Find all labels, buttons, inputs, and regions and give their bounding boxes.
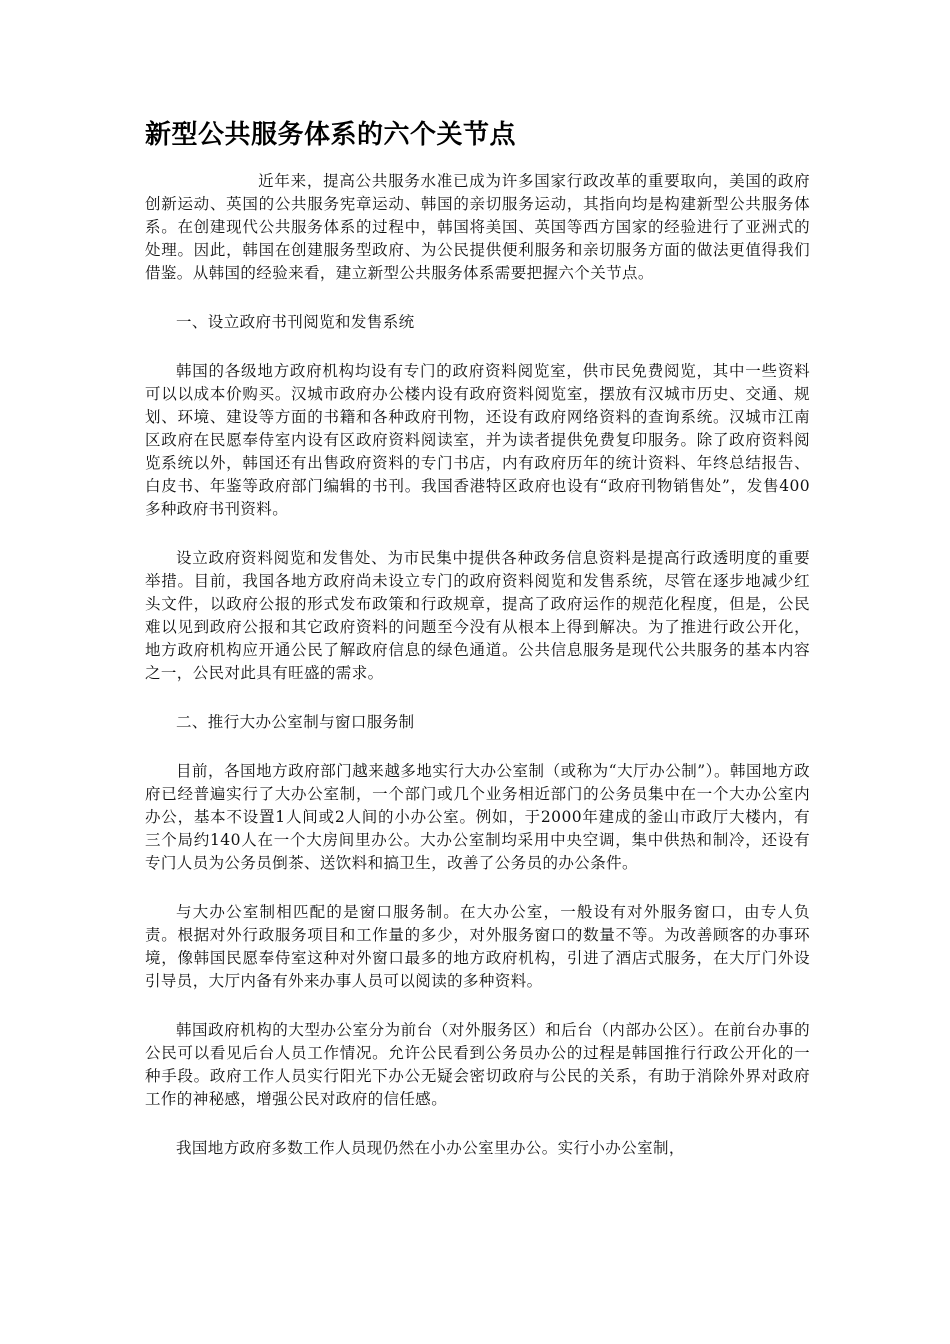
body-paragraph: 设立政府资料阅览和发售处、为市民集中提供各种政务信息资料是提高行政透明度的重要举措。目前，我国各地方政府尚未设立专门的政府资料阅览和发售系统，尽管在逐步地减少红头文件，以政府公报的形式发布政策和行政规章，提高了政府运作的规范化程度，但是，公民难以见到政府公报和其它政府资料的问题至今没有从根本上得到解决。为了推进行政公开化，地方政府机构应开通公民了解政府信息的绿色通道。公共信息服务是现代公共服务的基本内容之一，公民对此具有旺盛的需求。 (145, 549, 810, 682)
body-paragraph: 我国地方政府多数工作人员现仍然在小办公室里办公。实行小办公室制， (176, 1139, 685, 1157)
body-paragraph: 目前，各国地方政府部门越来越多地实行大办公室制（或称为“大厅办公制”）。韩国地方政府已经普遍实行了大办公室制，一个部门或几个业务相近部门的公务员集中在一个大办公室内办公，基本不设置1人间或2人间的小办公室。例如，于2000年建成的釜山市政厅大楼内，有三个局约140人在一个大房间里办公。大办公室制均采用中央空调，集中供热和制冷，还设有专门人员为公务员倒茶、送饮料和搞卫生，改善了公务员的办公条件。 (145, 762, 810, 872)
document-body (145, 170, 810, 1186)
document-title: 新型公共服务体系的六个关节点 (145, 120, 517, 150)
section-heading-1: 一、设立政府书刊阅览和发售系统 (176, 313, 415, 331)
body-paragraph: 韩国政府机构的大型办公室分为前台（对外服务区）和后台（内部办公区）。在前台办事的公民可以看见后台人员工作情况。允许公民看到公务员办公的过程是韩国推行行政公开化的一种手段。政府工作人员实行阳光下办公无疑会密切政府与公民的关系，有助于消除外界对政府工作的神秘感，增强公民对政府的信任感。 (145, 1021, 810, 1108)
section-heading-2: 二、推行大办公室制与窗口服务制 (176, 713, 415, 731)
body-paragraph: 韩国的各级地方政府机构均设有专门的政府资料阅览室，供市民免费阅览，其中一些资料可以以成本价购买。汉城市政府办公楼内设有政府资料阅览室，摆放有汉城市历史、交通、规划、环境、建设等方面的书籍和各种政府刊物，还设有政府网络资料的查询系统。汉城市江南区政府在民愿奉侍室内设有区政府资料阅读室，并为读者提供免费复印服务。除了政府资料阅览系统以外，韩国还有出售政府资料的专门书店，内有政府历年的统计资料、年终总结报告、白皮书、年鉴等政府部门编辑的书刊。我国香港特区政府也设有“政府刊物销售处”，发售400多种政府书刊资料。 (145, 362, 810, 518)
intro-paragraph: 近年来，提高公共服务水准已成为许多国家行政改革的重要取向，美国的政府创新运动、英国的公共服务宪章运动、韩国的亲切服务运动，其指向均是构建新型公共服务体系。在创建现代公共服务体系的过程中，韩国将美国、英国等西方国家的经验进行了亚洲式的处理。因此，韩国在创建服务型政府、为公民提供便利服务和亲切服务方面的做法更值得我们借鉴。从韩国的经验来看，建立新型公共服务体系需要把握六个关节点。 (145, 172, 810, 282)
body-paragraph: 与大办公室制相匹配的是窗口服务制。在大办公室，一般设有对外服务窗口，由专人负责。根据对外行政服务项目和工作量的多少，对外服务窗口的数量不等。为改善顾客的办事环境，像韩国民愿奉侍室这种对外窗口最多的地方政府机构，引进了酒店式服务，在大厅门外设引导员，大厅内备有外来办事人员可以阅读的多种资料。 (145, 903, 810, 990)
